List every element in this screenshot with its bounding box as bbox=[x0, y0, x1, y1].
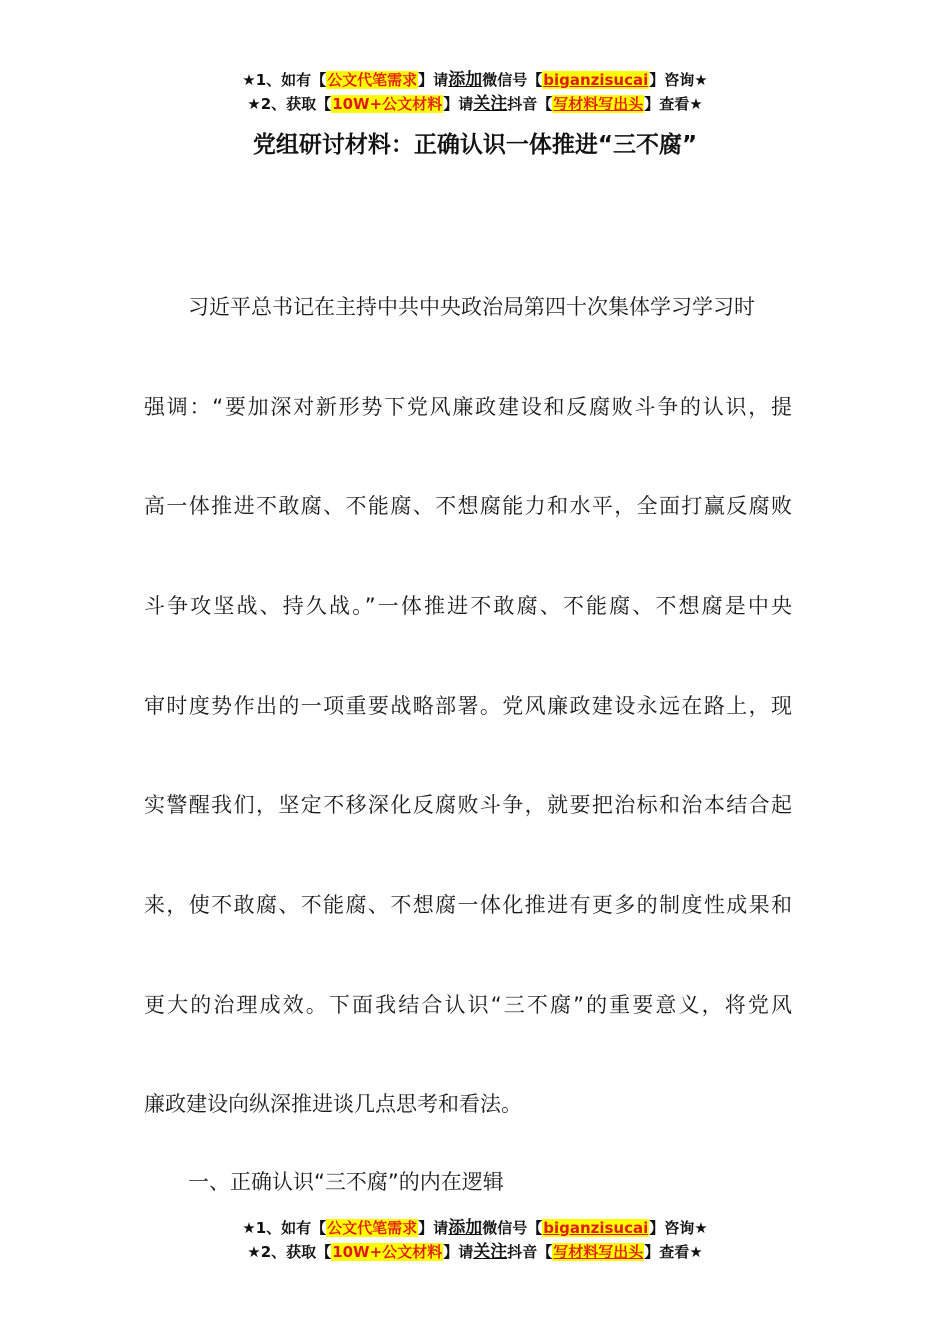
promo-wechat-id: biganzisucai bbox=[543, 71, 649, 89]
promo-line-2 bbox=[0, 92, 950, 116]
promo-text: 】咨询★ bbox=[649, 1219, 708, 1237]
paragraph-line: 廉政建设向纵深推进谈几点思考和看法。 bbox=[144, 1092, 522, 1116]
promo-text: 微信号【 bbox=[482, 1219, 543, 1237]
promo-text: 】查看★ bbox=[644, 95, 703, 113]
promo-text: 】请 bbox=[443, 1243, 474, 1261]
paragraph-line: 斗争攻坚战、持久战。”一体推进不敢腐、不能腐、不想腐是中央 bbox=[144, 594, 792, 618]
promo-emphasis: 添加 bbox=[448, 1218, 483, 1238]
promo-text: ★1、如有【 bbox=[242, 1219, 327, 1237]
promo-banner-top bbox=[0, 68, 950, 116]
promo-douyin-id: 写材料写出头 bbox=[553, 1243, 644, 1261]
paragraph-line: 高一体推进不敢腐、不能腐、不想腐能力和水平，全面打赢反腐败 bbox=[144, 494, 792, 518]
promo-text: ★2、获取【 bbox=[247, 95, 332, 113]
paragraph-line: 习近平总书记在主持中共中央政治局第四十次集体学习学习时 bbox=[188, 295, 755, 319]
promo-highlight: 公文代笔需求 bbox=[327, 71, 418, 89]
promo-text: ★2、获取【 bbox=[247, 1243, 332, 1261]
promo-wechat-id: biganzisucai bbox=[543, 1219, 649, 1237]
promo-text: 微信号【 bbox=[482, 71, 543, 89]
promo-text: 】请 bbox=[418, 1219, 449, 1237]
promo-highlight: 10W+公文材料 bbox=[332, 95, 443, 113]
promo-text: 】请 bbox=[443, 95, 474, 113]
paragraph-line: 来，使不敢腐、不能腐、不想腐一体化推进有更多的制度性成果和 bbox=[144, 893, 792, 917]
paragraph-line: 审时度势作出的一项重要战略部署。党风廉政建设永远在路上，现 bbox=[144, 694, 792, 718]
promo-highlight: 公文代笔需求 bbox=[327, 1219, 418, 1237]
promo-text: 抖音【 bbox=[507, 1243, 553, 1261]
promo-line-1 bbox=[0, 68, 950, 92]
paragraph-line: 强调：“要加深对新形势下党风廉政建设和反腐败斗争的认识，提 bbox=[144, 395, 792, 419]
promo-emphasis: 关注 bbox=[473, 94, 508, 114]
promo-text: 】请 bbox=[418, 71, 449, 89]
promo-banner-bottom bbox=[0, 1216, 950, 1264]
promo-text: 】咨询★ bbox=[649, 71, 708, 89]
promo-text: 】查看★ bbox=[644, 1243, 703, 1261]
promo-emphasis: 添加 bbox=[448, 70, 483, 90]
paragraph-line: 实警醒我们，坚定不移深化反腐败斗争，就要把治标和治本结合起 bbox=[144, 793, 792, 817]
promo-douyin-id: 写材料写出头 bbox=[553, 95, 644, 113]
document-title: 党组研讨材料：正确认识一体推进“三不腐” bbox=[252, 132, 698, 158]
paragraph-line: 更大的治理成效。下面我结合认识“三不腐”的重要意义，将党风 bbox=[144, 993, 792, 1017]
promo-line-2 bbox=[0, 1240, 950, 1264]
promo-text: ★1、如有【 bbox=[242, 71, 327, 89]
promo-line-1 bbox=[0, 1216, 950, 1240]
promo-emphasis: 关注 bbox=[473, 1242, 508, 1262]
promo-text: 抖音【 bbox=[507, 95, 553, 113]
promo-highlight: 10W+公文材料 bbox=[332, 1243, 443, 1261]
section-heading: 一、正确认识“三不腐”的内在逻辑 bbox=[188, 1170, 504, 1194]
